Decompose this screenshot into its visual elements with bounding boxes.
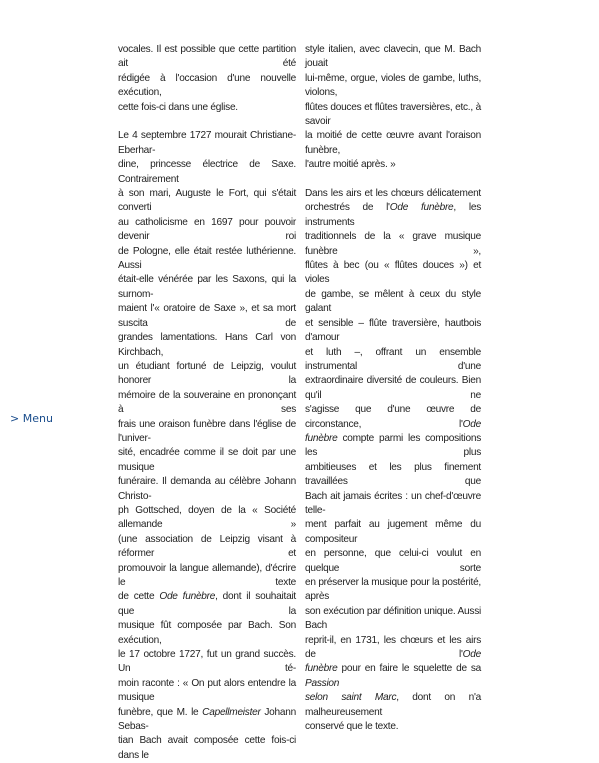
text-line: funèbre pour en faire le squelette de sa Passion [305, 663, 481, 689]
text-line: le 17 octobre 1727, fut un grand succès. Un té- [118, 649, 296, 675]
text-line: flûtes à bec (ou « flûtes douces ») et violes [305, 260, 481, 286]
text-line: un étudiant fortuné de Leipzig, voulut honorer la [118, 360, 296, 387]
text-line: orchestrés de l'Ode funèbre, les instruments [305, 202, 481, 228]
text-line: promouvoir la langue allemande), d'écrire le texte [118, 562, 296, 589]
text-line: musique fût composée par Bach. Son exécution, [118, 620, 296, 646]
text-line: à son mari, Auguste le Fort, qui s'était converti [118, 188, 296, 214]
text-line: ment parfait au jugement même du compositeur [305, 519, 481, 545]
text-line: ambitieuses et les plus finement travaillées que [305, 461, 481, 488]
text-line: dine, princesse électrice de Saxe. Contrairement [118, 159, 296, 185]
text-line: funèbre, que M. le Capellmeister Johann Sebas- [118, 706, 296, 733]
text-line: de Pologne, elle était restée luthérienne. Aussi [118, 245, 296, 272]
paragraph [118, 129, 296, 763]
text-line: l'autre moitié après. » [305, 159, 396, 171]
paragraph [305, 187, 481, 734]
paragraph [305, 43, 481, 173]
text-line: de cette Ode funèbre, dont il souhaitait que la [118, 591, 296, 617]
text-line: frais une oraison funèbre dans l'église de l'univer- [118, 418, 296, 444]
text-line: moin raconte : « On put alors entendre la musique [118, 677, 296, 704]
text-line: Dans les airs et les chœurs délicatement [305, 188, 481, 200]
menu-link[interactable]: > Menu [10, 412, 53, 425]
text-line: sité, encadrée comme il se doit par une musique [118, 447, 296, 473]
text-line: style italien, avec clavecin, que M. Bach jouait [305, 44, 481, 70]
text-line: vocales. Il est possible que cette partition ait été [118, 44, 296, 70]
text-line: de gambe, se mêlent à ceux du style galant [305, 288, 481, 315]
text-line: funèbre compte parmi les compositions les plus [305, 432, 481, 459]
text-column-left [118, 43, 296, 763]
text-line: flûtes douces et flûtes traversières, etc., à savoir [305, 101, 481, 128]
text-line: mémoire de la souveraine en prononçant à ses [118, 389, 296, 416]
text-column-right [305, 43, 481, 734]
text-line: était-elle vénérée par les Saxons, qui la surnom- [118, 274, 296, 300]
text-line: Bach ait jamais écrites : un chef-d'œuvre telle- [305, 490, 481, 516]
text-line: cette fois-ci dans une église. [118, 101, 238, 113]
paragraph [118, 43, 296, 115]
text-line: en personne, que celui-ci voulut en quelque sorte [305, 548, 481, 574]
text-line: et luth –, offrant un ensemble instrumental d'une [305, 346, 481, 372]
text-line: en préserver la musique pour la postérité, après [305, 577, 481, 603]
text-line: la moitié de cette œuvre avant l'oraison funèbre, [305, 130, 481, 156]
text-line: lui-même, orgue, violes de gambe, luths, violons, [305, 72, 481, 99]
text-line: selon saint Marc, dont on n'a malheureusement [305, 692, 481, 718]
text-line: et sensible – flûte traversière, hautbois d'amour [305, 317, 481, 344]
text-line: conservé que le texte. [305, 721, 399, 733]
text-line: tian Bach avait composée cette fois-ci dans le [118, 735, 296, 761]
text-line: reprit-il, en 1731, les chœurs et les airs de l'Ode [305, 634, 481, 661]
text-line: traditionnels de la « grave musique funèbre », [305, 231, 481, 257]
text-line: s'agisse que d'une œuvre de circonstance, l'Ode [305, 404, 481, 430]
text-line: (une association de Leipzig visant à réformer et [118, 533, 296, 560]
text-line: rédigée à l'occasion d'une nouvelle exécution, [118, 72, 296, 99]
text-line: grandes lamentations. Hans Carl von Kirchbach, [118, 332, 296, 358]
text-line: extraordinaire diversité de couleurs. Bien qu'il ne [305, 375, 481, 401]
text-line: ph Gottsched, doyen de la « Société allemande » [118, 504, 296, 531]
text-line: funéraire. Il demanda au célèbre Johann Christo- [118, 476, 296, 502]
text-line: maient l'« oratoire de Saxe », et sa mort suscita de [118, 303, 296, 329]
text-line: Le 4 septembre 1727 mourait Christiane-Eberhar- [118, 130, 296, 156]
text-line: au catholicisme en 1697 pour pouvoir devenir roi [118, 216, 296, 243]
text-line: son exécution par définition unique. Aussi Bach [305, 605, 481, 632]
